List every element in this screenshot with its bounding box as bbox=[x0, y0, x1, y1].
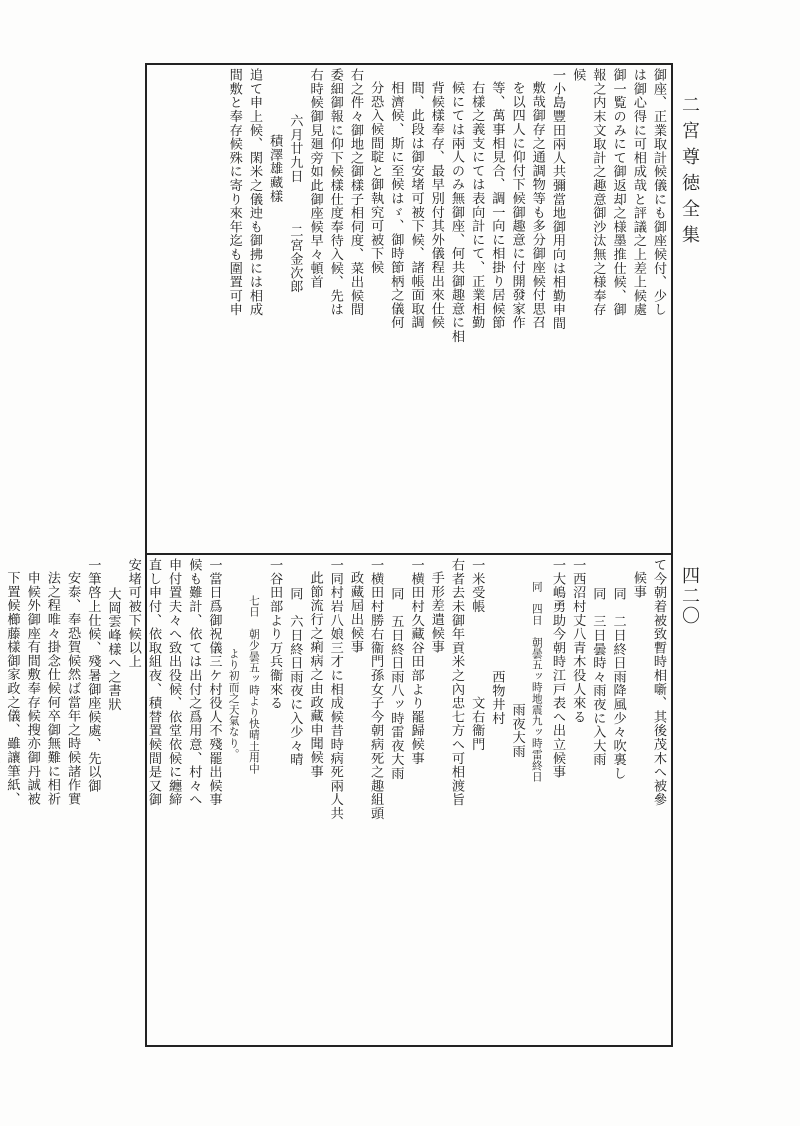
text-column: 委細御報に仰下候樣仕度奉待入候、先は bbox=[327, 68, 343, 317]
text-column: 御座、正業取計候儀にも御座候付、少し bbox=[651, 68, 666, 317]
text-column: より初而之天氣なり。 bbox=[227, 648, 240, 761]
text-column: 一谷田部より万兵衞來る bbox=[267, 558, 283, 710]
text-column: て今朝着被致暫時相噺、其後茂木へ被參 bbox=[651, 558, 666, 807]
text-column: 追て申上候、閑米之儀迚も御拂には相成 bbox=[246, 68, 262, 317]
section-divider bbox=[145, 553, 673, 555]
text-column: 一筆啓上仕候、殘暑御座候處、先以御 bbox=[85, 558, 101, 793]
text-column: 右時候御見廻旁如此御座候早々頓首 bbox=[307, 68, 323, 289]
text-column: 同 三日曇時々雨夜に入大雨 bbox=[590, 587, 606, 767]
text-column: 候 bbox=[570, 68, 586, 82]
text-column: 報之内末文取計之趣意御沙汰無之様奉存 bbox=[590, 68, 606, 317]
text-column: 候にては兩人のみ無御座、何共御趣意に相 bbox=[448, 81, 464, 344]
text-column: 一大嶋勇助今朝時江戸表へ出立候事 bbox=[549, 558, 565, 779]
text-column: 雨夜大雨 bbox=[509, 703, 525, 759]
text-column: 一横田村久藏谷田部より罷歸候事 bbox=[408, 558, 424, 765]
text-column: 右者去未御年貢米之內忠七方へ可相渡旨 bbox=[448, 558, 464, 807]
text-column: 敷哉御存之通調物等も多分御座候付思召 bbox=[529, 81, 545, 330]
text-column: 一米受帳 文右衞門 bbox=[469, 558, 485, 752]
text-column: 背候樣奉存、最早別付其外儀程出來仕候 bbox=[428, 81, 444, 330]
text-column: 同 二日終日雨降風少々吹裏し bbox=[610, 587, 626, 781]
text-column: 右樣之義支にては表向計にて、正業相勤 bbox=[469, 81, 485, 330]
text-column: 法之程唯々掛念仕候何卒御無難に相祈 bbox=[44, 571, 60, 806]
text-column: 一西沼村丈八青木役人來る bbox=[570, 558, 586, 724]
text-column: 安泰、奉恐賀候然ば當年之時候諸作實 bbox=[65, 571, 81, 806]
text-column: を以四人に仰付下候御趣意に付開發家作 bbox=[509, 81, 525, 330]
text-column: 候も難計、依ては出付之爲用意、村々へ bbox=[186, 558, 202, 807]
text-column: 御一覧のみにて御返却之様墨推仕候、御 bbox=[610, 68, 626, 317]
text-column: 等、萬事相見合、調一向に相掛り居候節 bbox=[489, 81, 505, 330]
text-column: 同 五日終日雨八ッ時雷夜大雨 bbox=[388, 587, 404, 781]
text-column: 一同村岩八娘三才に相成候昔時病死兩人共 bbox=[327, 558, 343, 821]
text-column: 政藏屆出候事 bbox=[347, 571, 363, 654]
book-title-header: 二宮尊徳全集 bbox=[679, 95, 700, 251]
text-column: 間敷と奉存候殊に寄り來年迄も圍置可申 bbox=[226, 68, 242, 317]
text-column: 一横田村勝右衞門孫女子今朝病死之趣組頭 bbox=[368, 558, 384, 821]
text-column: 同 六日終日雨夜に入少々晴 bbox=[287, 587, 303, 767]
text-column: 右之件々御地之御樣子相伺度、菜出候間 bbox=[347, 68, 363, 317]
text-column: 西物井村 bbox=[489, 670, 505, 726]
text-column: 分恐入候間聢と御執究可被下候 bbox=[368, 81, 384, 275]
text-column: 申付置夫々へ致出役候、依堂依候に纏締 bbox=[166, 558, 182, 807]
text-column: 此節流行之痢病之由政藏申聞候事 bbox=[307, 571, 323, 779]
text-column: 候事 bbox=[630, 571, 646, 599]
text-column: 直し申付、依取組夜、積替置候間是又御 bbox=[145, 558, 161, 807]
text-column: 間、此段は御安堵可被下候、諸帳面取調 bbox=[408, 81, 424, 330]
text-column: 六月廿九日 二宮金次郎 bbox=[287, 114, 303, 294]
text-column: 積澤雄藏樣 bbox=[267, 134, 283, 203]
page-number: 四二〇 bbox=[679, 566, 700, 626]
text-column: 安堵可被下候以上 bbox=[125, 558, 141, 669]
text-column: は御心得に可相成哉と評議之上差上候處 bbox=[630, 68, 646, 317]
text-column: 相濟候、斯に至候はゞ、御時節柄之儀何 bbox=[388, 81, 404, 330]
upper-text-block bbox=[150, 68, 668, 548]
text-column: 一當日爲御祝儀三ケ村役人不殘罷出候事 bbox=[206, 558, 222, 807]
text-column: 七日 朝少曇五ッ時より快晴土用中 bbox=[247, 595, 260, 775]
text-column: 一小島豐田兩人共彌當地御用向は相勤申間 bbox=[549, 68, 565, 331]
lower-text-block bbox=[4, 558, 668, 1042]
text-column: 下置候櫛藤樣御家政之儀、雖讓筆紙、 bbox=[4, 571, 20, 806]
text-column: 大岡雲峰樣へ之書狀 bbox=[105, 587, 121, 712]
text-column: 同 四日 朝曇五ッ時地震九ッ時雷終日 bbox=[530, 581, 543, 783]
text-column: 手形差遣候事 bbox=[428, 571, 444, 654]
text-column: 申候外御座有間敷奉存候搜亦御丹誠被 bbox=[24, 571, 40, 806]
